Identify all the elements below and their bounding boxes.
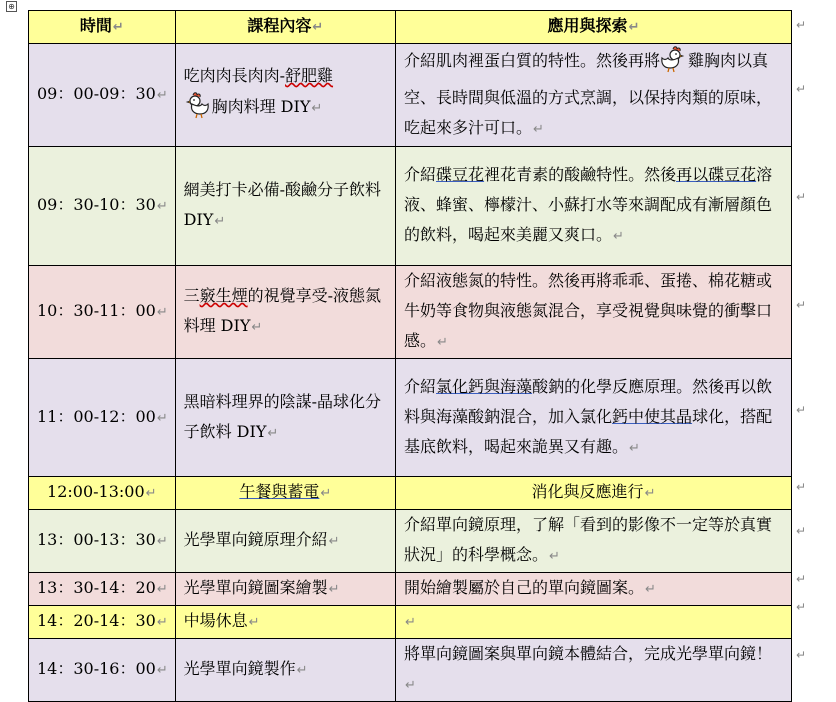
- row-description: 將單向鏡圖案與單向鏡本體結合，完成光學單向鏡！↵: [396, 639, 792, 702]
- row-end-mark: ↵: [796, 648, 807, 662]
- header-course: 課程內容↵: [175, 11, 395, 44]
- table-row: [29, 359, 792, 477]
- row-time: 14：20-14：30↵: [29, 606, 176, 639]
- row-time: 09：00-09：30↵: [29, 44, 176, 147]
- row-course: 三竅生煙的視覺享受-液態氮料理 DIY↵: [175, 266, 395, 359]
- row-description: ↵: [396, 606, 792, 639]
- row-description: 介紹氯化鈣與海藻酸鈉的化學反應原理。然後再以飲料與海藻酸鈉混合，加入氯化鈣中使其晶球化，搭配基底飲料，喝起來詭異又有趣。↵: [396, 359, 792, 477]
- header-time: 時間↵: [29, 11, 176, 44]
- table-row: [29, 573, 792, 606]
- row-description: 開始繪製屬於自己的單向鏡圖案。↵: [396, 573, 792, 606]
- table-anchor-icon[interactable]: ⊕: [6, 1, 17, 12]
- table-row: [29, 477, 792, 510]
- row-course: 光學單向鏡原理介紹↵: [175, 510, 395, 573]
- row-end-mark: ↵: [796, 600, 807, 614]
- row-end-mark: ↵: [796, 480, 807, 494]
- table-row: [29, 606, 792, 639]
- table-row: [29, 44, 792, 147]
- row-time: 14：30-16：00↵: [29, 639, 176, 702]
- row-course: 光學單向鏡製作↵: [175, 639, 395, 702]
- table-row: [29, 147, 792, 266]
- row-time: 13：00-13：30↵: [29, 510, 176, 573]
- row-course: 午餐與蓄電↵: [175, 477, 395, 510]
- row-time: 13：30-14：20↵: [29, 573, 176, 606]
- row-end-mark: ↵: [796, 524, 807, 538]
- row-description: 介紹液態氮的特性。然後再將乖乖、蛋捲、棉花糖或牛奶等食物與液態氮混合，享受視覺與味覺的衝擊口感。↵: [396, 266, 792, 359]
- row-course: 吃肉肉長肉肉-舒肥雞 胸肉料理 DIY↵: [175, 44, 395, 147]
- row-description: 介紹單向鏡原理，了解「看到的影像不一定等於真實狀況」的科學概念。↵: [396, 510, 792, 573]
- row-time: 10：30-11：00↵: [29, 266, 176, 359]
- row-time: 12:00-13:00↵: [29, 477, 176, 510]
- row-course: 光學單向鏡圖案繪製↵: [175, 573, 395, 606]
- row-end-mark: ↵: [796, 18, 807, 32]
- chicken-icon: [184, 91, 212, 129]
- header-application: 應用與探索↵: [396, 11, 792, 44]
- row-time: 09：30-10：30↵: [29, 147, 176, 266]
- table-row: [29, 266, 792, 359]
- row-end-mark: ↵: [796, 403, 807, 417]
- row-end-mark: ↵: [796, 572, 807, 586]
- row-end-mark: ↵: [796, 82, 807, 96]
- row-course: 黑暗料理界的陰謀-晶球化分子飲料 DIY↵: [175, 359, 395, 477]
- row-time: 11：00-12：00↵: [29, 359, 176, 477]
- row-description: 介紹肌肉裡蛋白質的特性。然後再將 雞胸肉以真空、長時間與低溫的方式烹調，以保持肉類的原味，吃起來多汁可口。↵: [396, 44, 792, 147]
- row-course: 中場休息↵: [175, 606, 395, 639]
- row-description: 介紹碟豆花裡花青素的酸鹼特性。然後再以碟豆花溶液、蜂蜜、檸檬汁、小蘇打水等來調配成有漸層顏色的飲料，喝起來美麗又爽口。↵: [396, 147, 792, 266]
- row-description: 消化與反應進行↵: [396, 477, 792, 510]
- row-course: 網美打卡必備-酸鹼分子飲料 DIY↵: [175, 147, 395, 266]
- table-row: [29, 510, 792, 573]
- row-end-mark: ↵: [796, 298, 807, 312]
- table-header-row: [29, 11, 792, 44]
- chicken-icon: [660, 45, 688, 83]
- table-row: [29, 639, 792, 702]
- row-end-mark: ↵: [796, 190, 807, 204]
- schedule-table: [28, 10, 792, 702]
